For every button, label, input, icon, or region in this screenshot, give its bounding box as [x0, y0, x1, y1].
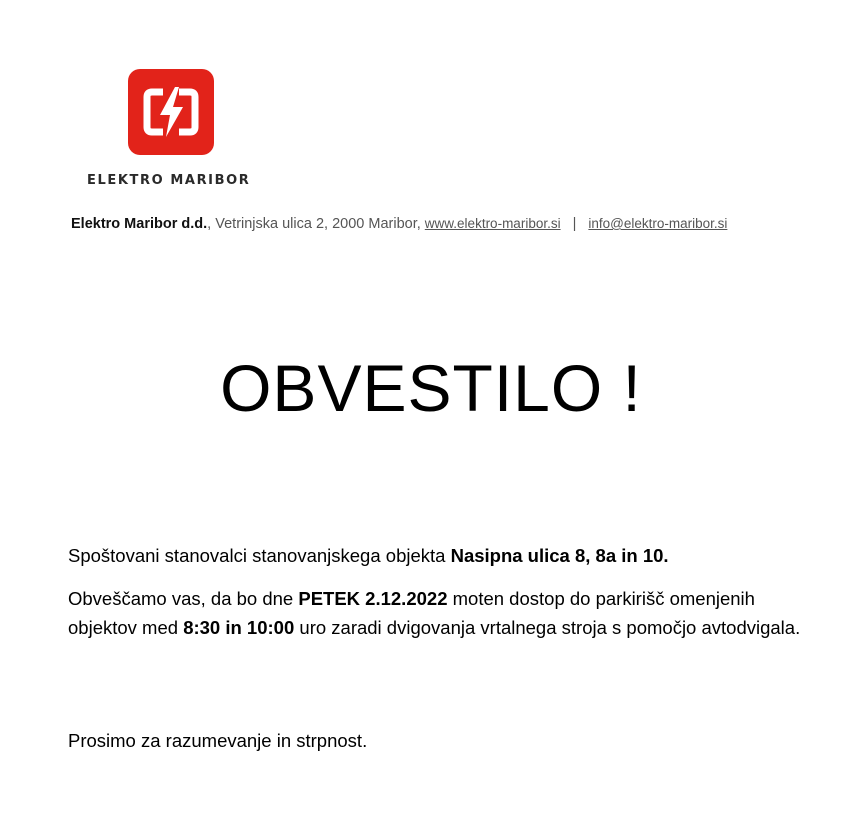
- website-link[interactable]: www.elektro-maribor.si: [424, 216, 561, 231]
- logo-wordmark: ELEKTRO MARIBOR: [87, 173, 251, 188]
- notice-time: 8:30 in 10:00: [183, 617, 295, 638]
- greeting-text: Spoštovani stanovalci stanovanjskega objekta: [68, 545, 451, 566]
- company-address: , Vetrinjska ulica 2, 2000 Maribor,: [207, 216, 425, 232]
- notice-text-2: moten dostop do parkirišč omenjenih objektov med: [68, 588, 755, 638]
- paragraph-notice: [68, 584, 808, 642]
- company-name: Elektro Maribor d.d.: [71, 216, 208, 232]
- paragraph-greeting: [68, 541, 808, 570]
- notice-title: OBVESTILO !: [220, 351, 642, 425]
- contact-separator: |: [572, 216, 577, 232]
- notice-text-3: uro zaradi dvigovanja vrtalnega stroja s pomočjo avtodvigala.: [294, 617, 801, 638]
- contact-line: [71, 216, 727, 232]
- building-address: Nasipna ulica 8, 8a in 10.: [450, 545, 669, 566]
- notice-text-1: Obveščamo vas, da bo dne: [68, 588, 299, 609]
- lightning-logo-icon: [128, 69, 214, 155]
- notice-date: PETEK 2.12.2022: [298, 588, 448, 609]
- paragraph-closing: Prosimo za razumevanje in strpnost.: [68, 730, 368, 751]
- email-link[interactable]: info@elektro-maribor.si: [588, 216, 728, 231]
